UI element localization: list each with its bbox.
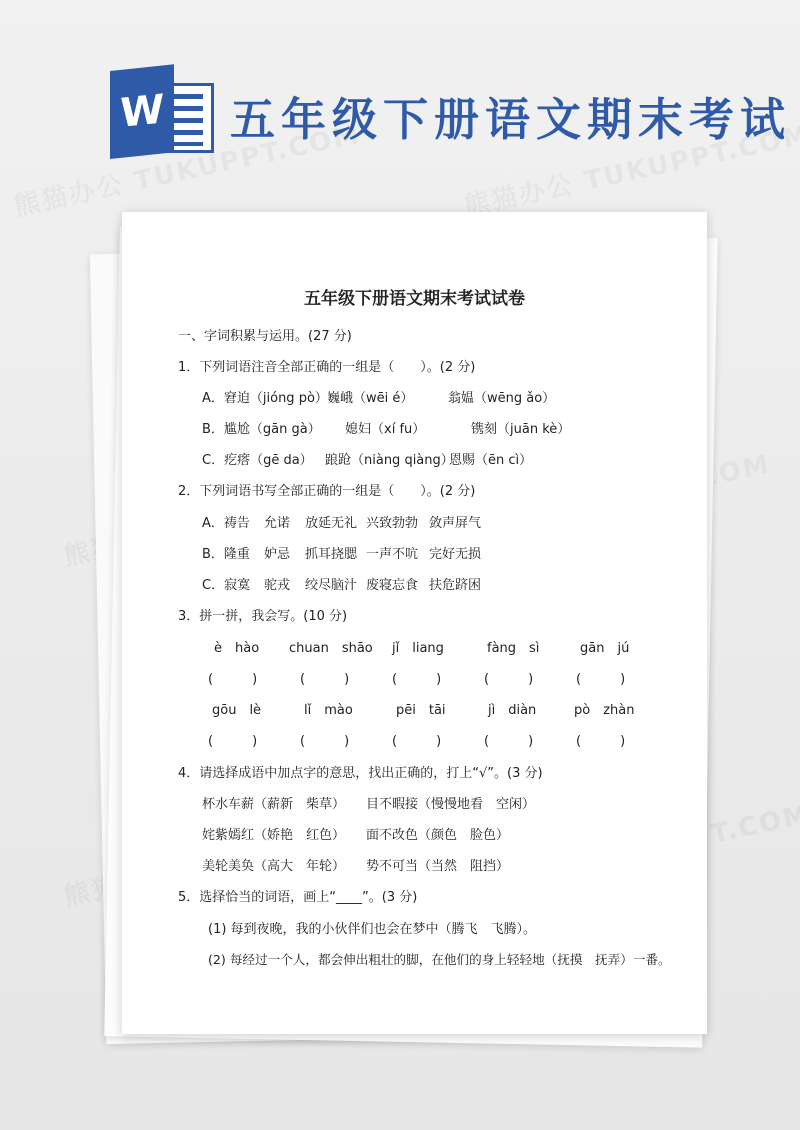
pinyin: chuan shāo <box>289 641 373 656</box>
q4-item: 面不改色（颜色 脸色） <box>366 828 510 843</box>
q4-item: 杯水车薪（薪新 柴草） <box>202 797 346 812</box>
pinyin: lǐ mào <box>304 703 353 718</box>
q2-a-4: 兴致勃勃 <box>366 516 419 531</box>
question-3: 3．拼一拼，我会写。(10 分) <box>178 609 348 624</box>
question-2: 2．下列词语书写全部正确的一组是（ ）。(2 分) <box>178 484 476 499</box>
pinyin: fàng sì <box>487 641 540 656</box>
q2-c-5: 扶危跻困 <box>429 578 482 593</box>
q2-b-2: 妒忌 <box>264 547 291 562</box>
q5-item: (1) 每到夜晚，我的小伙伴们也会在梦中（腾飞 飞腾）。 <box>208 922 537 937</box>
q2-a-5: 敛声屏气 <box>429 516 482 531</box>
exam-paper <box>122 212 707 1034</box>
q1-option-a-1: A．窘迫（jióng pò） <box>202 391 328 406</box>
answer-blank[interactable]: ( ) <box>392 672 442 687</box>
q2-c-2: 驼戎 <box>264 578 291 593</box>
answer-blank[interactable]: ( ) <box>208 734 258 749</box>
exam-title: 五年级下册语文期末考试试卷 <box>304 289 525 309</box>
section-heading: 一、字词积累与运用。(27 分) <box>178 329 352 344</box>
q2-a-3: 放延无礼 <box>305 516 358 531</box>
pinyin: jǐ liang <box>392 641 444 656</box>
q1-option-c-1: C．疙瘩（gē da） <box>202 453 313 468</box>
question-5: 5．选择恰当的词语，画上“____”。(3 分) <box>178 890 418 905</box>
q2-b-4: 一声不吭 <box>366 547 419 562</box>
answer-blank[interactable]: ( ) <box>208 672 258 687</box>
q1-option-a-2: 巍峨（wēi é） <box>327 391 414 406</box>
q2-b-5: 完好无损 <box>429 547 482 562</box>
q1-option-b-1: B．尴尬（gān gà） <box>202 422 321 437</box>
q1-option-b-3: 镌刻（juān kè） <box>471 422 571 437</box>
pinyin: pò zhàn <box>574 703 635 718</box>
q4-item: 姹紫嫣红（娇艳 红色） <box>202 828 346 843</box>
q4-item: 美轮美奂（高大 年轮） <box>202 859 346 874</box>
q2-a-2: 允诺 <box>264 516 291 531</box>
answer-blank[interactable]: ( ) <box>300 734 350 749</box>
banner-title: 五年级下册语文期末考试 <box>230 92 792 146</box>
answer-blank[interactable]: ( ) <box>484 734 534 749</box>
word-logo-badge: W <box>110 64 174 159</box>
answer-blank[interactable]: ( ) <box>484 672 534 687</box>
q1-option-a-3: 翁媪（wēng ǎo） <box>448 391 556 406</box>
q4-item: 目不暇接（慢慢地看 空闲） <box>366 797 536 812</box>
q4-item: 势不可当（当然 阻挡） <box>366 859 510 874</box>
q2-b-1: B．隆重 <box>202 547 250 562</box>
q5-item: (2) 每经过一个人，都会伸出粗壮的脚，在他们的身上轻轻地（抚摸 抚弄）一番。 <box>208 952 671 967</box>
pinyin: gān jú <box>580 641 630 656</box>
q2-a-1: A．祷告 <box>202 516 250 531</box>
pinyin: è hào <box>214 641 260 656</box>
pinyin: gōu lè <box>212 703 262 718</box>
q1-option-b-2: 媳妇（xí fu） <box>345 422 426 437</box>
q2-c-1: C．寂寞 <box>202 578 251 593</box>
q2-b-3: 抓耳挠腮 <box>305 547 358 562</box>
question-1: 1．下列词语注音全部正确的一组是（ ）。(2 分) <box>178 360 476 375</box>
pinyin: jì diàn <box>488 703 537 718</box>
q1-option-c-2: 踉跄（niàng qiàng） <box>325 453 454 468</box>
answer-blank[interactable]: ( ) <box>300 672 350 687</box>
answer-blank[interactable]: ( ) <box>392 734 442 749</box>
pinyin: pēi tāi <box>396 703 446 718</box>
question-4: 4．请选择成语中加点字的意思，找出正确的，打上“√”。(3 分) <box>178 766 543 781</box>
q2-c-4: 废寝忘食 <box>366 578 419 593</box>
answer-blank[interactable]: ( ) <box>576 734 626 749</box>
q1-option-c-3: 恩赐（ēn cì） <box>449 453 533 468</box>
q2-c-3: 绞尽脑汁 <box>305 578 358 593</box>
answer-blank[interactable]: ( ) <box>576 672 626 687</box>
